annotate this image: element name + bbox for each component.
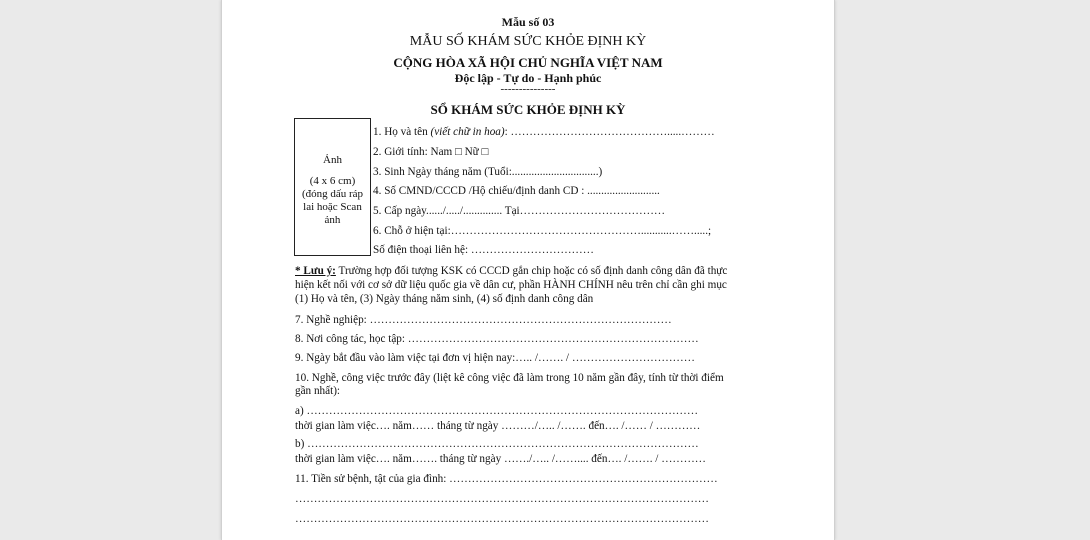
- field-workplace: 8. Nơi công tác, học tập: ……………………………………………………………………: [295, 333, 699, 345]
- document-title: SỔ KHÁM SỨC KHỎE ĐỊNH KỲ: [430, 102, 626, 117]
- country-name: CỘNG HÒA XÃ HỘI CHỦ NGHĨA VIỆT NAM: [393, 55, 663, 70]
- note-line-2: hiện kết nối với cơ sở dữ liệu quốc gia về dân cư, phần HÀNH CHÍNH nêu trên chỉ cần ghi mục: [295, 279, 727, 291]
- field-previous-jobs-line-2: gần nhất):: [295, 385, 341, 397]
- note-text-1: Trường hợp đối tượng KSK có CCCD gắn chip hoặc có số định danh công dân đã thực: [335, 265, 728, 277]
- note-title: * Lưu ý:: [295, 265, 336, 277]
- field-issue-date: 5. Cấp ngày....../...../.............. Tại…………………………………: [373, 205, 666, 217]
- header-divider: ---------------: [500, 83, 556, 95]
- field-phone: Số điện thoại liên hệ: ……………………………: [373, 244, 594, 256]
- previous-job-b: b) ……………………………………………………………………………………………: [295, 438, 699, 450]
- field-date-of-birth: 3. Sinh Ngày tháng năm (Tuổi:...............................): [373, 166, 603, 178]
- previous-job-a-time: thời gian làm việc…. năm…… tháng từ ngày ………/….. /……. đến…. /…… / …………: [295, 420, 701, 432]
- field-previous-jobs-line-1: 10. Nghề, công việc trước đây (liệt kê công việc đã làm trong 10 năm gần đây, tính từ thời điểm: [295, 372, 724, 384]
- form-title: MẪU SỐ KHÁM SỨC KHỎE ĐỊNH KỲ: [409, 34, 647, 49]
- field-start-date: 9. Ngày bắt đầu vào làm việc tại đơn vị hiện nay:….. /……. / ……………………………: [295, 352, 695, 364]
- field-full-name: [373, 125, 715, 139]
- family-history-dots-2: …………………………………………………………………………………………………: [295, 513, 709, 525]
- family-history-dots-1: …………………………………………………………………………………………………: [295, 493, 709, 505]
- field-id-number: 4. Số CMND/CCCD /Hộ chiếu/định danh CD : ..........................: [373, 185, 660, 197]
- previous-job-b-time: thời gian làm việc…. năm……. tháng từ ngày ……./….. /…….... đến…. /……. / …………: [295, 453, 706, 465]
- full-name-hint: (viết chữ in hoa): [430, 126, 505, 138]
- note-line-3: (1) Họ và tên, (3) Ngày tháng năm sinh, (4) số định danh công dân: [295, 293, 594, 305]
- document-page: [221, 0, 835, 540]
- note-line-1: [295, 264, 727, 278]
- photo-label: Ảnh: [323, 154, 342, 166]
- photo-instructions: (4 x 6 cm) (đóng dấu ráp lai hoặc Scan ảnh: [301, 175, 364, 226]
- photo-box: [294, 118, 371, 256]
- field-occupation: 7. Nghề nghiệp: ………………………………………………………………………: [295, 314, 672, 326]
- full-name-dots: : …………………………………….....………: [504, 126, 715, 138]
- field-gender: 2. Giới tính: Nam □ Nữ □: [373, 146, 489, 158]
- field-residence: 6. Chỗ ở hiện tại:……………………………………………...........…….....;: [373, 225, 712, 237]
- full-name-label: 1. Họ và tên: [373, 126, 431, 138]
- field-family-history: 11. Tiền sử bệnh, tật của gia đình: ………………………………………………………………: [295, 473, 718, 485]
- previous-job-a: a) ……………………………………………………………………………………………: [295, 405, 699, 417]
- national-motto: Độc lập - Tự do - Hạnh phúc: [454, 71, 602, 85]
- form-number: Mẫu số 03: [501, 15, 555, 29]
